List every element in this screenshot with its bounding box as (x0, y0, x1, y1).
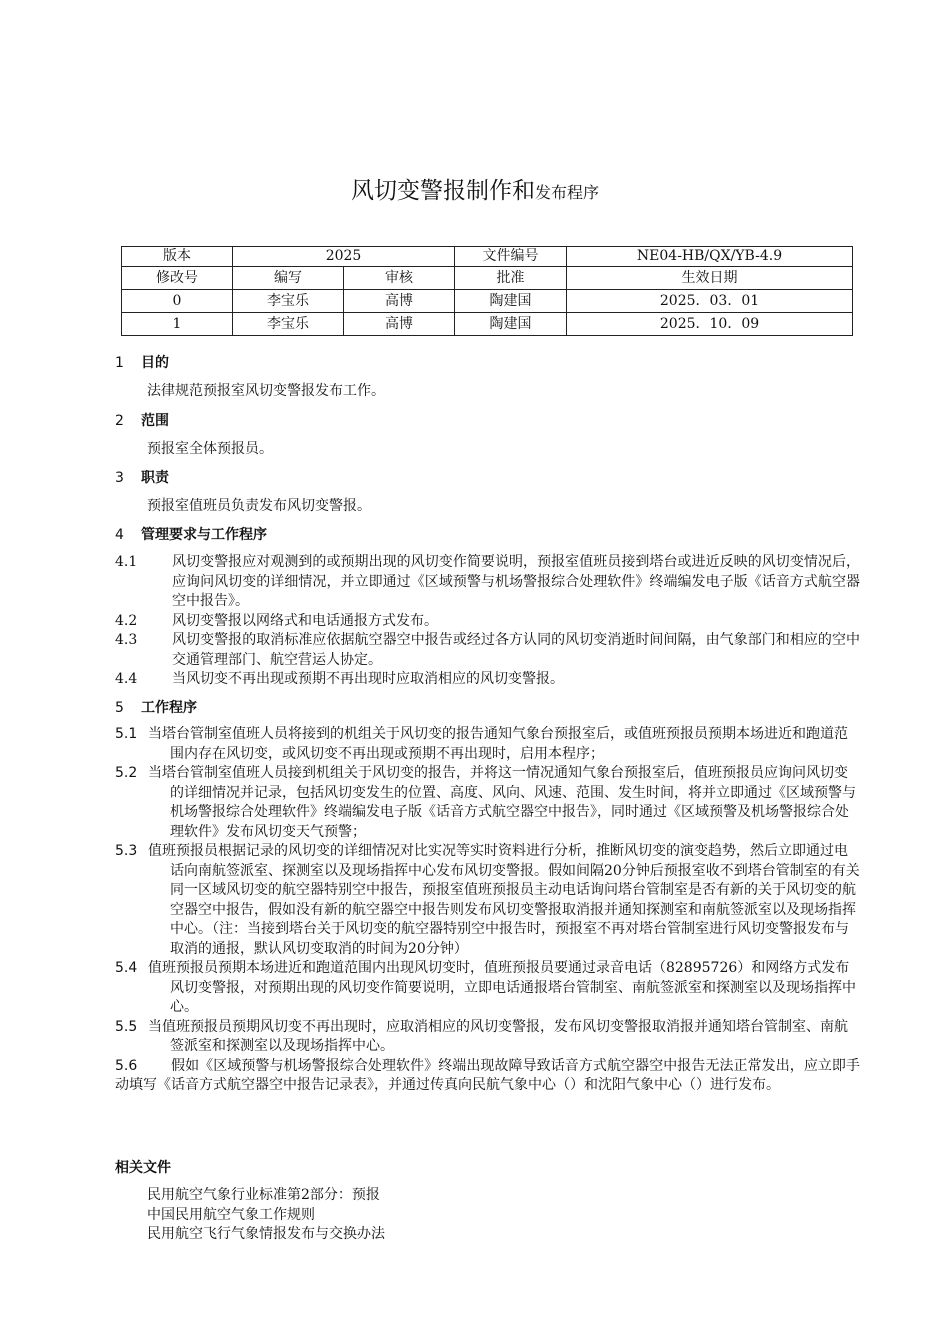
item-number: 5.1 (115, 726, 138, 742)
item-text: 风切变警报应对观测到的或预期出现的风切变作简要说明，预报室值班员接到塔台或进近反映的风切变情况后，应询问风切变的详细情况，并立即通过《区域预警与机场警报综合处理软件》终端编发电子版《话音方式航空器空中报告》。 (172, 554, 860, 609)
title-main: 风切变警报制作和 (350, 178, 535, 204)
table-cell: 批准 (455, 267, 567, 290)
table-row (122, 247, 853, 267)
section-heading-scope (115, 410, 169, 430)
item-text: 当塔台管制室值班人员将接到的机组关于风切变的报告通知气象台预报室后，或值班预报员预期本场进近和跑道范围内存在风切变，或风切变不再出现或预期不再出现时，启用本程序； (148, 726, 848, 762)
section-title: 范围 (141, 413, 169, 429)
section-number: 2 (115, 413, 124, 429)
table-cell: 版本 (122, 247, 233, 267)
table-cell: 修改号 (122, 267, 233, 290)
item-number: 5.4 (115, 960, 138, 976)
section-text-scope: 预报室全体预报员。 (147, 441, 273, 457)
list-item (115, 1018, 860, 1057)
reference-item: 民用航空飞行气象情报发布与交换办法 (147, 1226, 385, 1242)
table-cell: 编写 (233, 267, 344, 290)
list-item (115, 725, 860, 764)
section-title: 职责 (141, 470, 169, 486)
table-cell: 2025．03．01 (567, 290, 853, 313)
item-number: 4.2 (115, 612, 138, 629)
section-number: 3 (115, 470, 124, 486)
item-number: 5.6 (115, 1057, 138, 1074)
section-5-list (115, 725, 860, 1096)
list-item (115, 612, 860, 632)
section-heading-management (115, 524, 267, 544)
section-text-purpose: 法律规范预报室风切变警报发布工作。 (147, 383, 385, 399)
list-item (115, 553, 860, 612)
section-number: 1 (115, 355, 124, 371)
section-title: 管理要求与工作程序 (141, 527, 267, 543)
section-number: 4 (115, 527, 124, 543)
list-item (115, 959, 860, 1018)
table-row (122, 290, 853, 313)
list-item (115, 631, 860, 670)
item-text: 当风切变不再出现或预期不再出现时应取消相应的风切变警报。 (172, 671, 564, 687)
item-text: 当值班预报员预期风切变不再出现时，应取消相应的风切变警报，发布风切变警报取消报并通知塔台管制室、南航签派室和探测室以及现场指挥中心。 (148, 1018, 848, 1054)
references-list (147, 1186, 385, 1245)
document-info-table (121, 246, 853, 336)
item-text: 值班预报员根据记录的风切变的详细情况对比实况等实时资料进行分析，推断风切变的演变趋势，然后立即通过电话向南航签派室、探测室以及现场指挥中心发布风切变警报。假如间隔20分钟后预报室收不到塔台管制室的有关同一区域风切变的航空器特别空中报告，预报室值班预报员主动电话询问塔台管制室是否有新的关于风切变的航空器空中报告，假如没有新的航空器空中报告则发布风切变警报取消报并通知探测室和南航签派室以及现场指挥中心。（注：当接到塔台关于风切变的航空器特别空中报告时，预报室不再对塔台管制室进行风切变警报发布与取消的通报，默认风切变取消的时间为20分钟） (148, 843, 860, 957)
list-item (115, 1057, 860, 1096)
item-text: 当塔台管制室值班人员接到机组关于风切变的报告，并将这一情况通知气象台预报室后，值班预报员应询问风切变的详细情况并记录，包括风切变发生的位置、高度、风向、风速、范围、发生时间，将并立即通过《区域预警与机场警报综合处理软件》终端编发电子版《话音方式航空器空中报告》，同时通过《区域预警及机场警报综合处理软件》发布风切变天气预警； (148, 765, 856, 840)
section-text-duty: 预报室值班员负责发布风切变警报。 (147, 498, 371, 514)
table-row (122, 313, 853, 336)
section-heading-purpose (115, 352, 169, 372)
section-number: 5 (115, 700, 124, 716)
section-heading-duty (115, 467, 169, 487)
section-title: 目的 (141, 355, 169, 371)
section-4-list (115, 553, 860, 690)
item-text: 值班预报员预期本场进近和跑道范围内出现风切变时，值班预报员要通过录音电话（82895726）和网络方式发布风切变警报，对预期出现的风切变作简要说明，立即电话通报塔台管制室、南航签派室和探测室以及现场指挥中心。 (148, 960, 856, 1015)
table-row (122, 267, 853, 290)
item-text: 假如《区域预警与机场警报综合处理软件》终端出现故障导致话音方式航空器空中报告无法正常发出，应立即手动填写《话音方式航空器空中报告记录表》，并通过传真向民航气象中心（）和沈阳气象中心（）进行发布。 (115, 1057, 860, 1093)
item-text: 风切变警报的取消标准应依据航空器空中报告或经过各方认同的风切变消逝时间间隔，由气象部门和相应的空中交通管理部门、航空营运人协定。 (172, 632, 860, 668)
table-cell: 高博 (344, 313, 455, 336)
item-text: 风切变警报以网络式和电话通报方式发布。 (172, 612, 438, 629)
table-cell: 李宝乐 (233, 290, 344, 313)
table-cell: 2025．10．09 (567, 313, 853, 336)
table-cell: 陶建国 (455, 290, 567, 313)
document-title (0, 172, 950, 205)
table-cell: 高博 (344, 290, 455, 313)
item-number: 4.4 (115, 671, 138, 687)
section-title: 工作程序 (141, 700, 197, 716)
table-cell: 生效日期 (567, 267, 853, 290)
item-number: 5.3 (115, 843, 138, 859)
section-heading-procedure (115, 697, 197, 717)
item-number: 4.3 (115, 632, 138, 648)
table-cell: 审核 (344, 267, 455, 290)
table-cell: 0 (122, 290, 233, 313)
table-cell: NE04-HB/QX/YB-4.9 (567, 247, 853, 267)
item-number: 4.1 (115, 554, 138, 570)
list-item (115, 764, 860, 842)
title-sub: 发布程序 (534, 183, 599, 202)
reference-item: 民用航空气象行业标准第2部分：预报 (147, 1187, 380, 1203)
table-cell: 1 (122, 313, 233, 336)
table-cell: 2025 (233, 247, 455, 267)
table-cell: 陶建国 (455, 313, 567, 336)
table-cell: 文件编号 (455, 247, 567, 267)
item-number: 5.2 (115, 765, 138, 781)
item-number: 5.5 (115, 1018, 138, 1035)
list-item (115, 842, 860, 959)
table-cell: 李宝乐 (233, 313, 344, 336)
references-heading: 相关文件 (115, 1160, 171, 1176)
list-item (115, 670, 860, 690)
reference-item: 中国民用航空气象工作规则 (147, 1206, 315, 1223)
